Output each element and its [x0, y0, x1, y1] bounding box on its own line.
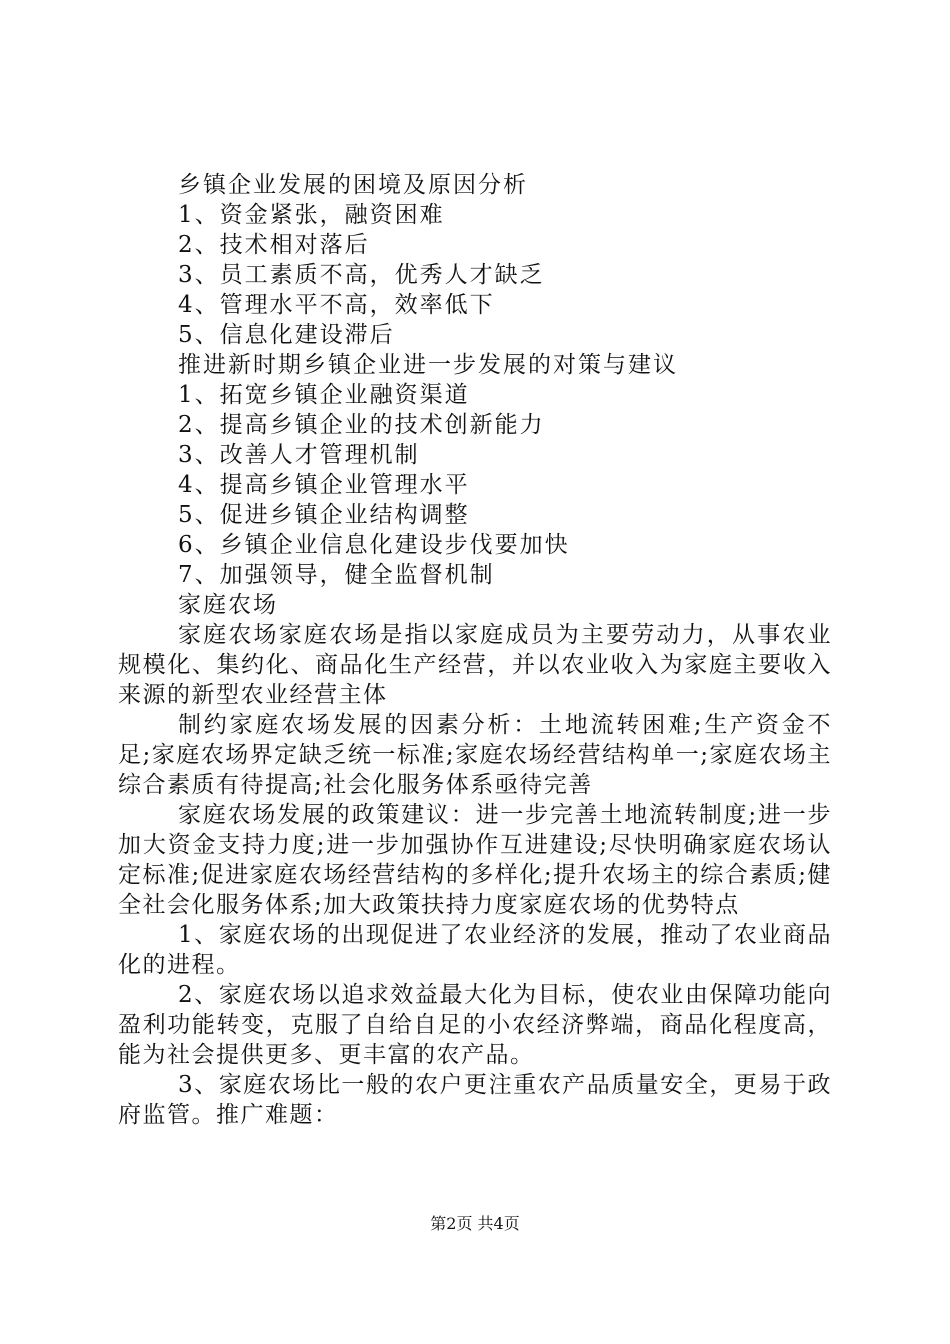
list-item: 3、改善人才管理机制: [178, 442, 420, 468]
list-item: 3、员工素质不高，优秀人才缺乏: [178, 262, 545, 288]
list-item: 1、拓宽乡镇企业融资渠道: [178, 382, 470, 408]
heading-township-difficulties: 乡镇企业发展的困境及原因分析: [178, 172, 528, 198]
paragraph-advantage-3: 3、家庭农场比一般的农户更注重农产品质量安全，更易于政府监管。推广难题：: [118, 1072, 832, 1128]
document-body: [118, 170, 832, 1130]
paragraph-advantage-1: 1、家庭农场的出现促进了农业经济的发展，推动了农业商品化的进程。: [118, 922, 832, 978]
list-item: 4、管理水平不高，效率低下: [178, 292, 495, 318]
paragraph-policy-suggestions: 家庭农场发展的政策建议：进一步完善土地流转制度;进一步加大资金支持力度;进一步加强协作互进建设;尽快明确家庭农场认定标准;促进家庭农场经营结构的多样化;提升农场主的综合素质;健全社会化服务体系;加大政策扶持力度家庭农场的优势特点: [118, 802, 832, 918]
paragraph-family-farm-definition: 家庭农场家庭农场是指以家庭成员为主要劳动力，从事农业规模化、集约化、商品化生产经营，并以农业收入为家庭主要收入来源的新型农业经营主体: [118, 622, 832, 708]
list-item: 1、资金紧张，融资困难: [178, 202, 445, 228]
heading-family-farm: 家庭农场: [178, 592, 278, 618]
list-item: 4、提高乡镇企业管理水平: [178, 472, 470, 498]
heading-development-suggestions: 推进新时期乡镇企业进一步发展的对策与建议: [178, 352, 678, 378]
paragraph-constraint-factors: 制约家庭农场发展的因素分析：土地流转困难;生产资金不足;家庭农场界定缺乏统一标准;家庭农场经营结构单一;家庭农场主综合素质有待提高;社会化服务体系亟待完善: [118, 712, 832, 798]
paragraph-advantage-2: 2、家庭农场以追求效益最大化为目标，使农业由保障功能向盈利功能转变，克服了自给自足的小农经济弊端，商品化程度高，能为社会提供更多、更丰富的农产品。: [118, 982, 832, 1068]
list-item: 5、信息化建设滞后: [178, 322, 395, 348]
page-number-footer: 第2页 共4页: [430, 1214, 520, 1233]
list-item: 5、促进乡镇企业结构调整: [178, 502, 470, 528]
list-item: 2、技术相对落后: [178, 232, 370, 258]
list-item: 6、乡镇企业信息化建设步伐要加快: [178, 532, 570, 558]
list-item: 7、加强领导，健全监督机制: [178, 562, 495, 588]
list-item: 2、提高乡镇企业的技术创新能力: [178, 412, 545, 438]
